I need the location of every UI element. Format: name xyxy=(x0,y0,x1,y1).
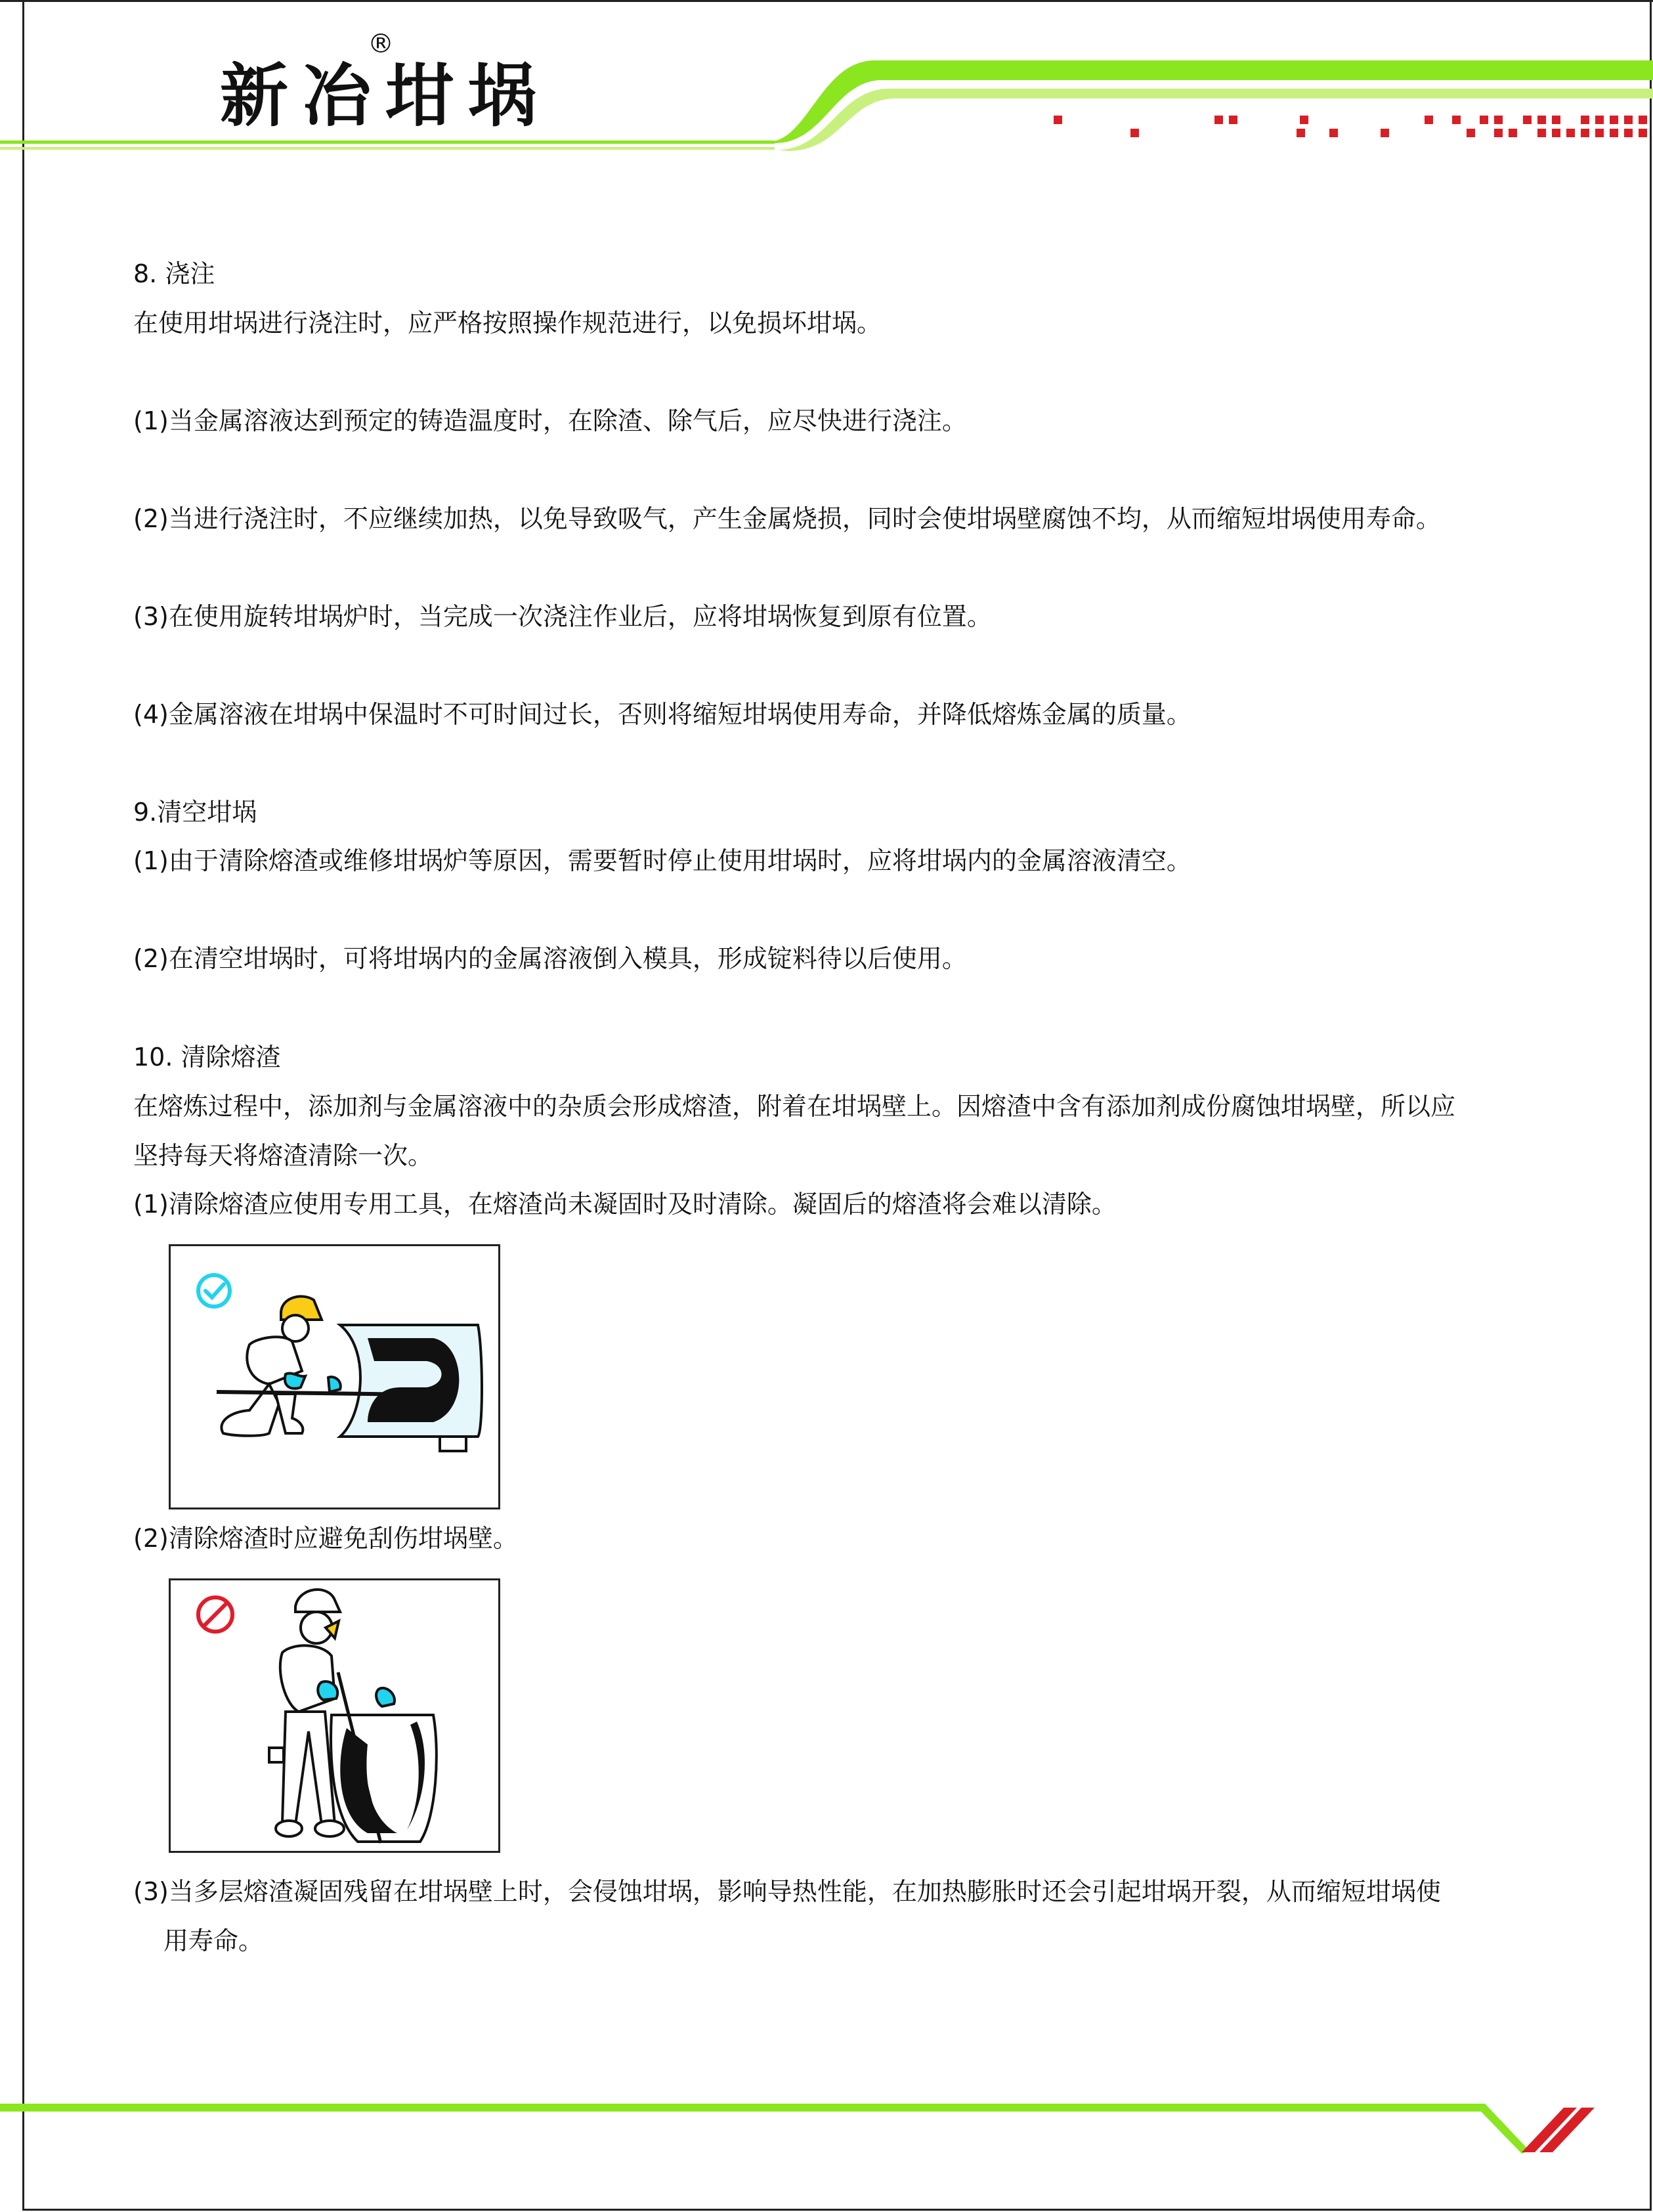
section-10-item-3-line-2: 用寿命。 xyxy=(163,1926,264,1955)
section-8-item-4: (4)金属溶液在坩埚中保温时不可时间过长，否则将缩短坩埚使用寿命，并降低熔炼金属的质量。 xyxy=(133,700,1191,729)
check-circle-icon xyxy=(198,1275,230,1307)
crucible-illustration xyxy=(340,1325,482,1451)
section-8-item-3: (3)在使用旋转坩埚炉时，当完成一次浇注作业后，应将坩埚恢复到原有位置。 xyxy=(133,602,992,631)
section-8-item-1: (1)当金属溶液达到预定的铸造温度时，在除渣、除气后，应尽快进行浇注。 xyxy=(133,406,967,435)
section-8-item-2: (2)当进行浇注时，不应继续加热，以免导致吸气，产生金属烧损，同时会使坩埚壁腐蚀不均，从而缩短坩埚使用寿命。 xyxy=(133,504,1441,533)
figure-wrong-slag-removal xyxy=(169,1578,500,1853)
section-10-item-1: (1)清除熔渣应使用专用工具，在熔渣尚未凝固时及时清除。凝固后的熔渣将会难以清除。 xyxy=(133,1190,1117,1219)
section-10-item-3-line-1: (3)当多层熔渣凝固残留在坩埚壁上时，会侵蚀坩埚，影响导热性能，在加热膨胀时还会引起坩埚开裂，从而缩短坩埚使 xyxy=(133,1877,1441,1906)
section-10-intro-line-1: 在熔炼过程中，添加剂与金属溶液中的杂质会形成熔渣，附着在坩埚壁上。因熔渣中含有添加剂成份腐蚀坩埚壁，所以应 xyxy=(133,1092,1456,1121)
prohibited-icon xyxy=(198,1597,232,1632)
section-8-title: 8. 浇注 xyxy=(133,259,215,288)
section-9-item-2: (2)在清空坩埚时，可将坩埚内的金属溶液倒入模具，形成锭料待以后使用。 xyxy=(133,944,967,973)
figure-correct-slag-removal xyxy=(169,1244,500,1509)
red-pixel-pattern xyxy=(1054,116,1647,137)
section-10-item-2: (2)清除熔渣时应避免刮伤坩埚壁。 xyxy=(133,1524,518,1553)
crucible-illustration xyxy=(331,1715,437,1842)
section-9-item-1: (1)由于清除熔渣或维修坩埚炉等原因，需要暂时停止使用坩埚时，应将坩埚内的金属溶液清空。 xyxy=(133,846,1191,875)
section-10-intro-line-2: 坚持每天将熔渣清除一次。 xyxy=(133,1141,433,1170)
section-9-title: 9.清空坩埚 xyxy=(133,798,257,827)
brand-title: 新冶坩埚 xyxy=(220,56,551,136)
registered-mark: ® xyxy=(368,29,394,59)
section-8-intro: 在使用坩埚进行浇注时，应严格按照操作规范进行，以免损坏坩埚。 xyxy=(133,309,882,337)
footer-decoration xyxy=(0,2088,1653,2167)
section-10-title: 10. 清除熔渣 xyxy=(133,1043,281,1072)
